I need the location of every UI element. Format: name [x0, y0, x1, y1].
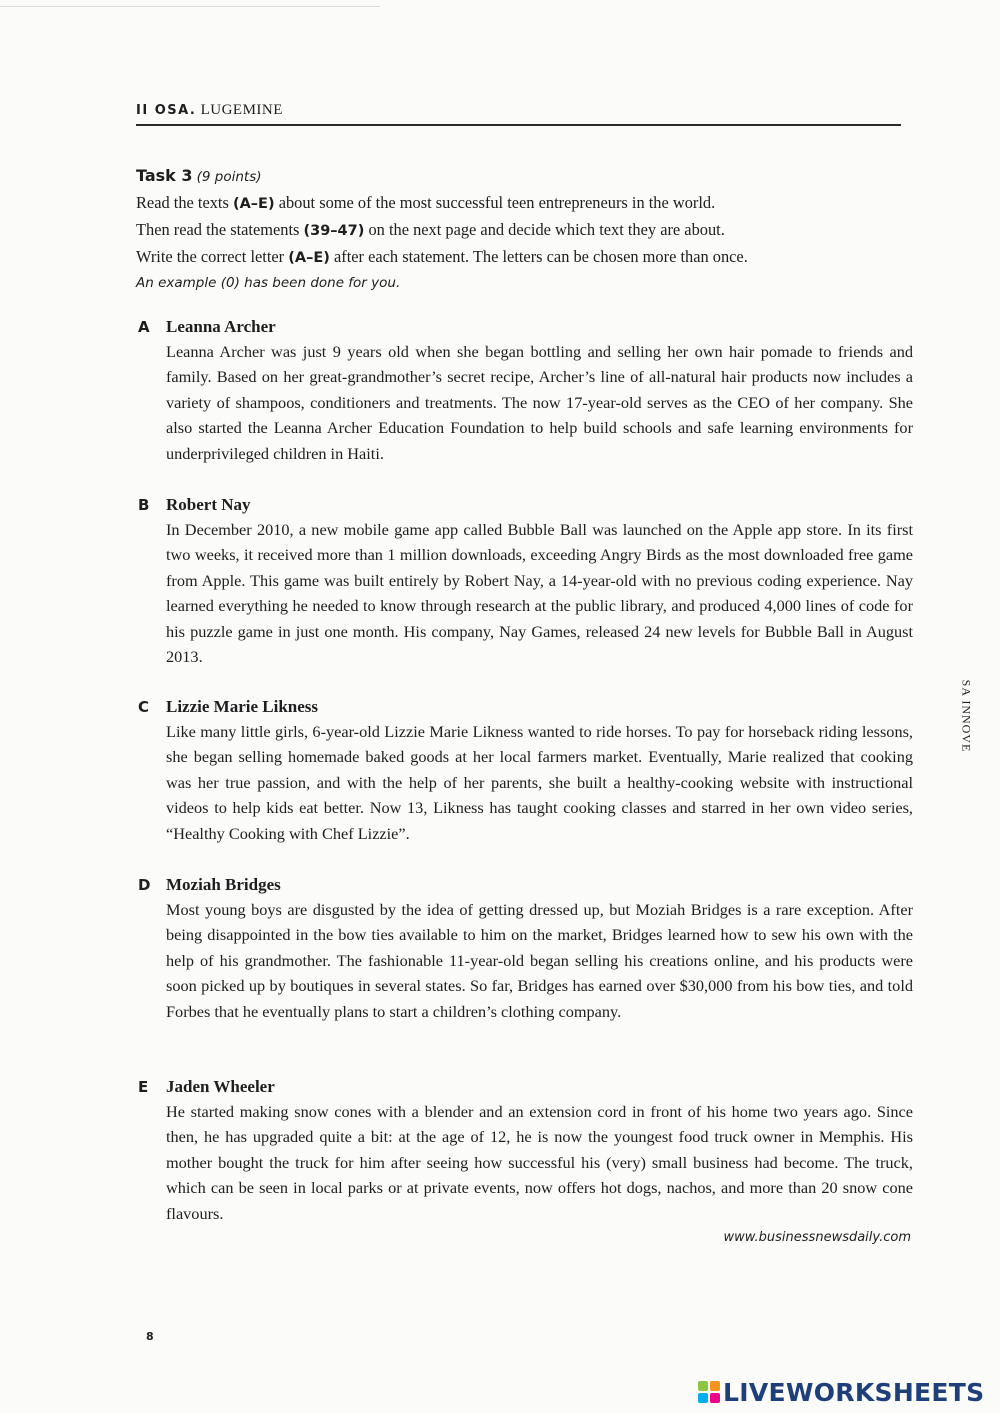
- section-text: Like many little girls, 6-year-old Lizzie Marie Likness wanted to ride horses. To pay for horseback riding lessons, she began selling homemade baked goods at her local farmers market. Eventually, Marie realized that cooking was her true passion, and with the help of her parents, she built a healthy-cooking website with instructional videos to help kids eat better. Now 13, Likness has taught cooking classes and starred in her own video series, “Healthy Cooking with Chef Lizzie”.: [166, 722, 913, 843]
- section-name: Robert Nay: [166, 495, 251, 514]
- source-citation: www.businessnewsdaily.com: [723, 1230, 911, 1245]
- section-name: Leanna Archer: [166, 317, 276, 336]
- page-number: 8: [146, 1330, 154, 1343]
- liveworksheets-icon: [698, 1381, 720, 1403]
- brand-name: LIVEWORKSHEETS: [723, 1377, 985, 1407]
- section-letter: A: [138, 318, 150, 336]
- section-name: Lizzie Marie Likness: [166, 697, 319, 716]
- example-note: An example (0) has been done for you.: [136, 275, 401, 291]
- section-letter: E: [138, 1078, 149, 1096]
- instruction-line-2: Then read the statements (39–47) on the next page and decide which text they are about.: [136, 220, 725, 239]
- top-edge-line: [0, 6, 380, 7]
- section-letter: C: [138, 698, 150, 716]
- header-rule: [136, 124, 901, 126]
- section-text: Leanna Archer was just 9 years old when she began bottling and selling her own hair pomade to friends and family. Based on her great-grandmother’s secret recipe, Archer’s line of all-natural hair products now includes a variety of shampoos, conditioners and treatments. The now 17-year-old serves as the CEO of her company. She also started the Leanna Archer Education Foundation to help build schools and safe learning environments for underprivileged children in Haiti.: [166, 342, 913, 463]
- section-text: In December 2010, a new mobile game app called Bubble Ball was launched on the Apple app store. In its first two weeks, it received more than 1 million downloads, exceeding Angry Birds as the most downloaded free game from Apple. This game was built entirely by Robert Nay, a 14-year-old with no previous coding experience. Nay learned everything he needed to know through research at the public library, and produced 4,000 lines of code for his puzzle game in just one month. His company, Nay Games, released 24 new levels for Bubble Ball in August 2013.: [166, 520, 913, 667]
- section-name: Moziah Bridges: [166, 875, 281, 894]
- instruction-line-3: Write the correct letter (A–E) after each statement. The letters can be chosen more than once.: [136, 247, 748, 266]
- text-section-c: [138, 694, 913, 846]
- logo-square: [698, 1393, 708, 1403]
- logo-square: [698, 1381, 708, 1391]
- section-label: II OSA. LUGEMINE: [136, 102, 283, 118]
- text-section-b: [138, 492, 913, 669]
- instruction-line-1: Read the texts (A–E) about some of the most successful teen entrepreneurs in the world.: [136, 193, 716, 212]
- task-instructions: [136, 163, 906, 296]
- section-letter: D: [138, 876, 151, 894]
- text-section-a: [138, 314, 913, 466]
- page-header: [136, 102, 900, 119]
- text-section-d: [138, 872, 913, 1024]
- side-label: SA INNOVE: [959, 679, 974, 753]
- logo-square: [710, 1381, 720, 1391]
- text-section-e: [138, 1074, 913, 1226]
- section-text: He started making snow cones with a blender and an extension cord in front of his home two years ago. Since then, he has upgraded quite a bit: at the age of 12, he is now the youngest food truck owner in Memphis. His mother bought the truck for him after seeing how successful his (very) small business had become. The truck, which can be seen in local parks or at private events, now offers hot dogs, nachos, and more than 20 snow cone flavours.: [166, 1102, 913, 1223]
- section-letter: B: [138, 496, 150, 514]
- logo-square: [710, 1393, 720, 1403]
- task-title: Task 3 (9 points): [136, 166, 262, 185]
- liveworksheets-logo[interactable]: [698, 1377, 984, 1407]
- section-text: Most young boys are disgusted by the idea of getting dressed up, but Moziah Bridges is a rare exception. After being disappointed in the bow ties available to him on the market, Bridges learned how to sew his own with the help of his grandmother. The fashionable 11-year-old began selling his creations online, and his products were soon picked up by boutiques in several states. So far, Bridges has earned over $30,000 from his bow ties, and told Forbes that he eventually plans to start a children’s clothing company.: [166, 900, 913, 1021]
- section-name: Jaden Wheeler: [166, 1077, 275, 1096]
